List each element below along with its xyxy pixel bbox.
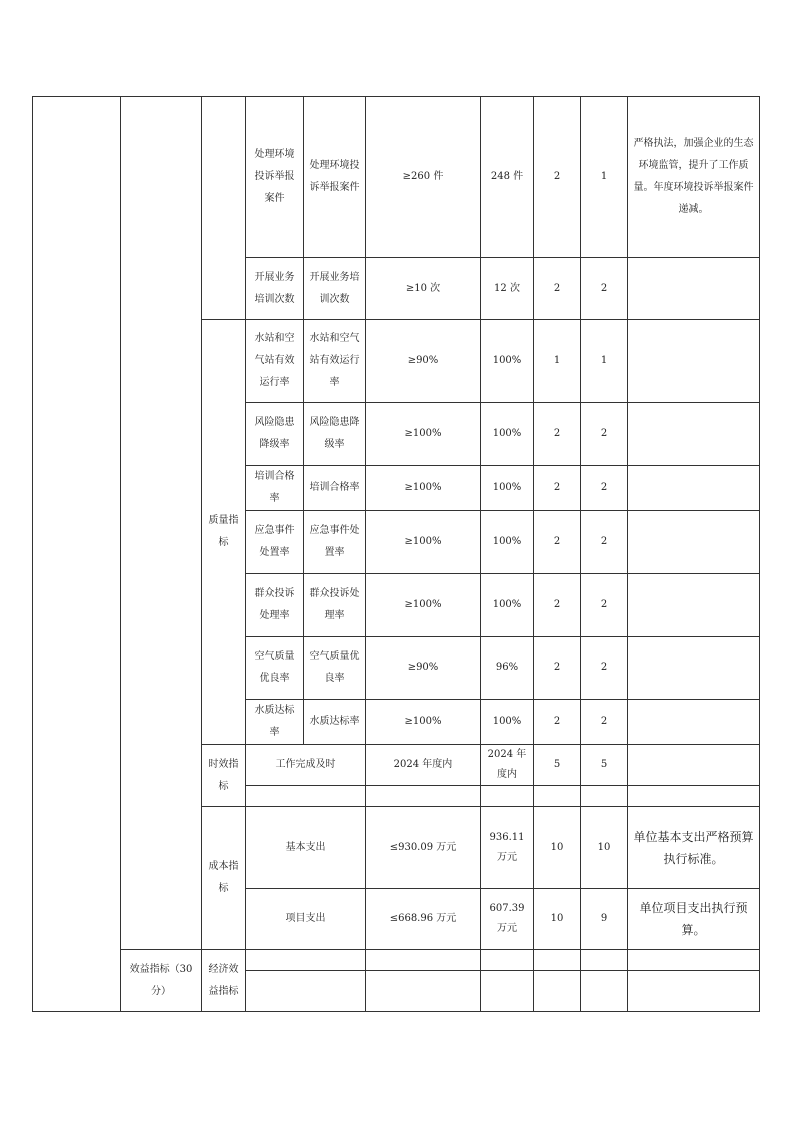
actual-value: 100% (481, 466, 534, 511)
empty-cell (366, 950, 481, 971)
indicator-name: 风险隐患降级率 (246, 403, 304, 466)
table-row (33, 97, 760, 258)
score-value: 9 (581, 889, 628, 950)
indicator-name-detail: 处理环境投诉举报案件 (304, 97, 366, 258)
score-value: 10 (581, 807, 628, 889)
actual-value: 100% (481, 511, 534, 574)
empty-cell (581, 786, 628, 807)
actual-value: 12 次 (481, 258, 534, 320)
actual-value: 100% (481, 574, 534, 637)
actual-value: 96% (481, 637, 534, 700)
level1b-cell (121, 97, 202, 950)
target-value: ≥100% (366, 574, 481, 637)
target-value: ≥100% (366, 700, 481, 745)
deviation-note: 单位基本支出严格预算执行标准。 (628, 807, 760, 889)
weight-value: 2 (534, 574, 581, 637)
indicator-name: 应急事件处置率 (246, 511, 304, 574)
deviation-note: 单位项目支出执行预算。 (628, 889, 760, 950)
target-value: ≥100% (366, 511, 481, 574)
weight-value: 10 (534, 807, 581, 889)
empty-cell (581, 971, 628, 1012)
target-value: ≥90% (366, 637, 481, 700)
economic-benefit-label: 经济效益指标 (202, 950, 246, 1012)
quality-category-label: 质量指标 (202, 320, 246, 745)
empty-cell (534, 786, 581, 807)
score-value: 1 (581, 97, 628, 258)
empty-cell (246, 971, 366, 1012)
indicator-name-detail: 风险隐患降级率 (304, 403, 366, 466)
indicator-name: 培训合格率 (246, 466, 304, 511)
indicator-name: 项目支出 (246, 889, 366, 950)
empty-cell (366, 971, 481, 1012)
target-value: ≥90% (366, 320, 481, 403)
empty-cell (581, 950, 628, 971)
deviation-note (628, 574, 760, 637)
indicator-name: 工作完成及时 (246, 745, 366, 786)
score-value: 2 (581, 511, 628, 574)
empty-cell (246, 950, 366, 971)
score-value: 2 (581, 403, 628, 466)
score-value: 2 (581, 700, 628, 745)
actual-value: 100% (481, 700, 534, 745)
weight-value: 1 (534, 320, 581, 403)
weight-value: 2 (534, 700, 581, 745)
target-value: ≥100% (366, 466, 481, 511)
deviation-note (628, 511, 760, 574)
actual-value: 607.39 万元 (481, 889, 534, 950)
empty-cell (481, 786, 534, 807)
benefit-category-label: 效益指标（30 分） (121, 950, 202, 1012)
score-value: 2 (581, 258, 628, 320)
score-value: 2 (581, 466, 628, 511)
indicator-name-detail: 应急事件处置率 (304, 511, 366, 574)
deviation-note (628, 745, 760, 786)
score-value: 1 (581, 320, 628, 403)
indicator-name: 基本支出 (246, 807, 366, 889)
target-value: ≥100% (366, 403, 481, 466)
weight-value: 2 (534, 466, 581, 511)
table-row (33, 950, 760, 971)
level1-cell (33, 97, 121, 1012)
target-value: ≤930.09 万元 (366, 807, 481, 889)
indicator-name-detail: 水站和空气站有效运行率 (304, 320, 366, 403)
weight-value: 2 (534, 511, 581, 574)
actual-value: 100% (481, 320, 534, 403)
indicator-name-detail: 水质达标率 (304, 700, 366, 745)
deviation-note (628, 637, 760, 700)
score-value: 2 (581, 637, 628, 700)
actual-value: 100% (481, 403, 534, 466)
empty-cell (534, 950, 581, 971)
cost-category-label: 成本指标 (202, 807, 246, 950)
deviation-note (628, 466, 760, 511)
empty-cell (246, 786, 366, 807)
quantity-category-cell (202, 97, 246, 320)
weight-value: 10 (534, 889, 581, 950)
deviation-note (628, 320, 760, 403)
deviation-note (628, 258, 760, 320)
actual-value: 936.11 万元 (481, 807, 534, 889)
actual-value: 2024 年度内 (481, 745, 534, 786)
empty-cell (481, 971, 534, 1012)
indicator-name-detail: 开展业务培训次数 (304, 258, 366, 320)
performance-table (32, 96, 760, 1012)
indicator-name-detail: 群众投诉处理率 (304, 574, 366, 637)
score-value: 2 (581, 574, 628, 637)
target-value: ≤668.96 万元 (366, 889, 481, 950)
empty-cell (366, 786, 481, 807)
indicator-name: 开展业务培训次数 (246, 258, 304, 320)
indicator-name: 水质达标率 (246, 700, 304, 745)
weight-value: 5 (534, 745, 581, 786)
target-value: 2024 年度内 (366, 745, 481, 786)
actual-value: 248 件 (481, 97, 534, 258)
weight-value: 2 (534, 258, 581, 320)
weight-value: 2 (534, 637, 581, 700)
empty-cell (628, 971, 760, 1012)
score-value: 5 (581, 745, 628, 786)
indicator-name-detail: 空气质量优良率 (304, 637, 366, 700)
weight-value: 2 (534, 97, 581, 258)
target-value: ≥260 件 (366, 97, 481, 258)
deviation-note (628, 700, 760, 745)
weight-value: 2 (534, 403, 581, 466)
empty-cell (628, 950, 760, 971)
deviation-note: 严格执法，加强企业的生态环境监管，提升了工作质量。年度环境投诉举报案件递减。 (628, 97, 760, 258)
target-value: ≥10 次 (366, 258, 481, 320)
timeliness-category-label: 时效指标 (202, 745, 246, 807)
indicator-name-detail: 培训合格率 (304, 466, 366, 511)
empty-cell (534, 971, 581, 1012)
indicator-name: 群众投诉处理率 (246, 574, 304, 637)
empty-cell (481, 950, 534, 971)
indicator-name: 水站和空气站有效运行率 (246, 320, 304, 403)
deviation-note (628, 403, 760, 466)
indicator-name: 空气质量优良率 (246, 637, 304, 700)
indicator-name: 处理环境投诉举报案件 (246, 97, 304, 258)
empty-cell (628, 786, 760, 807)
